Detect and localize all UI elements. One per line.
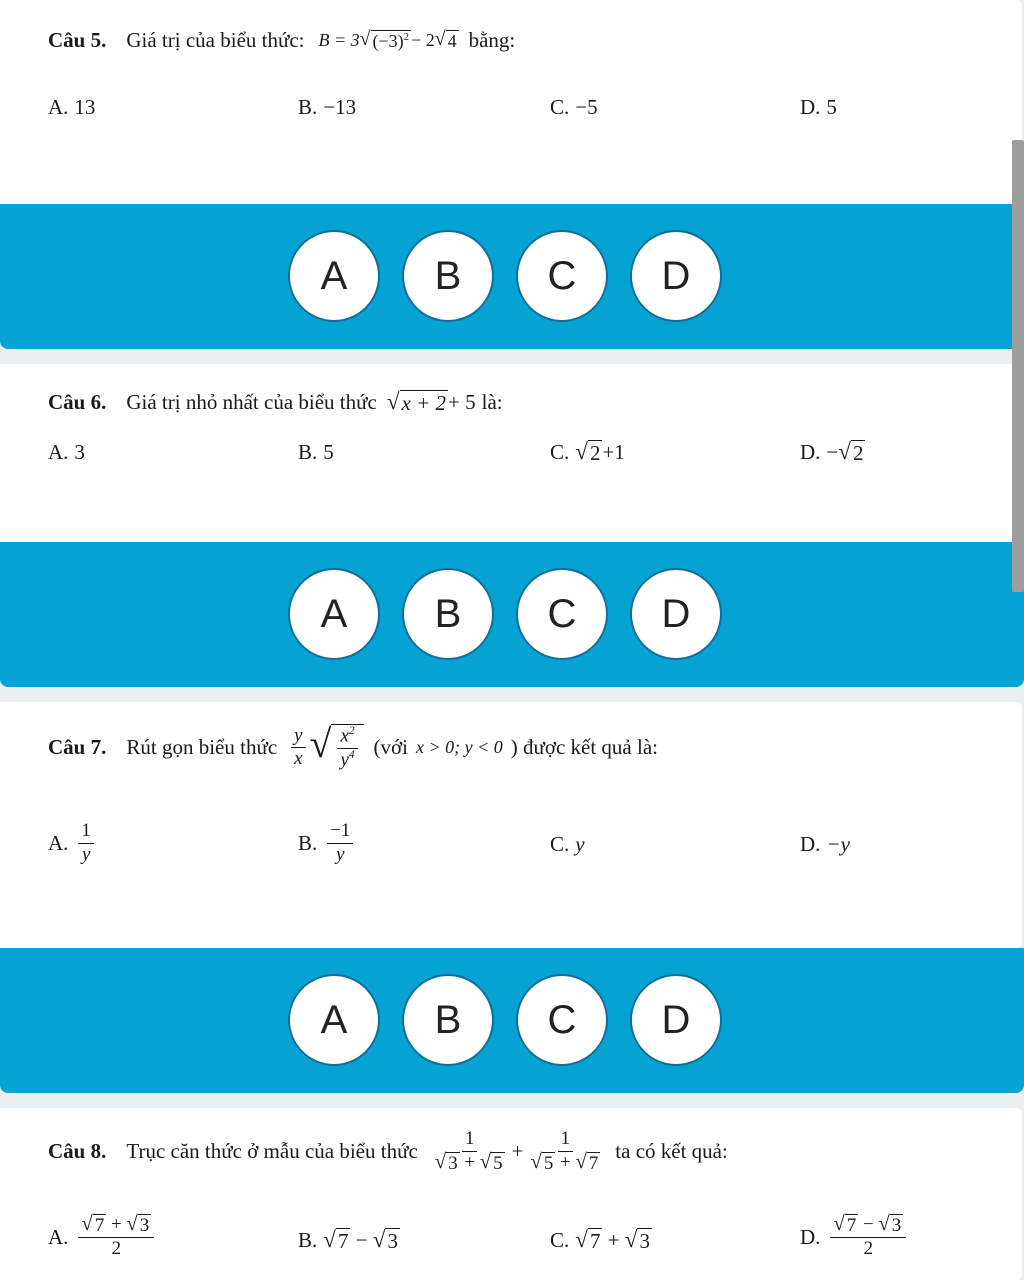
option-rad: 7 [337,1229,349,1253]
option-den: y [336,843,345,865]
option-a [48,440,85,465]
sqrt: √ 4 [434,27,457,51]
question-8-text [48,1128,728,1174]
expr-inner: (−3) [372,30,404,51]
option-den: y [81,843,91,865]
answer-button-c[interactable]: C [516,974,608,1066]
option-letter: B. [298,830,318,855]
option-rad: 2 [852,441,864,465]
option-den: 2 [863,1237,874,1259]
answer-button-c[interactable]: C [516,230,608,322]
option-value: −y [826,832,850,856]
option-a [48,820,98,866]
option-letter: D. [800,832,821,856]
question-prompt: Rút gọn biểu thức [126,735,278,760]
option-value: y [575,832,585,856]
fraction: √ 7 − √ 3 2 [830,1214,906,1260]
question-5-text [48,28,515,53]
scrollbar-thumb[interactable] [1012,140,1024,592]
sqrt: √ 2 [575,438,601,465]
fraction: √ 7 + √ 3 2 [78,1214,154,1260]
option-num: 1 [78,820,93,844]
option-letter: D. [800,95,821,119]
option-rad: 3 [639,1229,650,1253]
option-c: C. √ 7 + √ 3 [550,1226,650,1253]
question-label: Câu 6. [48,390,107,415]
option-rad: 3 [891,1215,902,1236]
option-letter: D. [800,440,821,465]
condition: x > 0; y < 0 [415,737,503,758]
frac-rad: 3 [448,1152,458,1174]
expr-mid: − 2 [411,30,435,50]
inner-den: y [340,749,349,771]
option-d [800,95,837,120]
frac-rad: 5 [493,1152,503,1174]
question-card-8 [0,1108,1022,1280]
question-prompt: Giá trị nhỏ nhất của biểu thức [126,390,377,415]
option-letter: A. [48,440,69,464]
fraction [78,820,93,866]
option-letter: C. [550,440,570,465]
option-c [550,832,585,857]
question-card-7 [0,702,1022,948]
option-letter: B. [298,1228,318,1253]
answer-bar-6 [0,542,1024,687]
question-label: Câu 7. [48,735,107,760]
fraction [291,725,305,771]
option-letter: C. [550,1228,570,1253]
sqrt: √ $\frac{x^2}{y^4}$ [310,724,364,772]
question-6-text [48,390,503,415]
expr-rad: 4 [447,30,457,51]
question-suffix: bằng: [468,28,516,52]
answer-button-a[interactable]: A [288,230,380,322]
question-suffix: là: [481,390,503,415]
option-letter: D. [800,1224,821,1249]
inner-num-exp: 2 [348,725,355,737]
frac-rad: 7 [588,1152,599,1174]
inner-num: x [340,725,349,747]
condition-open: (với [373,735,408,760]
frac-num: 1 [558,1128,573,1152]
question-card-5 [0,0,1022,204]
option-op: + [602,1228,625,1253]
answer-bar-7 [0,948,1024,1093]
question-suffix: ) được kết quả là: [510,735,658,760]
option-b [298,440,334,465]
answer-button-b[interactable]: B [402,974,494,1066]
answer-button-a[interactable]: A [288,974,380,1066]
option-a [48,1214,158,1260]
expr-lhs: B = 3 [318,30,360,50]
answer-bar-5 [0,204,1024,349]
option-pre: − [826,440,839,465]
option-rad: 7 [94,1215,105,1236]
fraction [327,820,353,866]
answer-button-b[interactable]: B [402,230,494,322]
option-letter: A. [48,95,69,119]
option-op: − [858,1214,879,1235]
question-prompt: Giá trị của biểu thức: [126,28,305,52]
option-value: −5 [575,95,598,119]
frac-rad: 5 [543,1152,554,1174]
option-letter: A. [48,830,69,855]
option-value: 5 [323,440,334,464]
inner-den-exp: 4 [348,748,355,761]
expr-exp: 2 [403,30,410,43]
option-rad: 7 [589,1229,601,1253]
sqrt: √ 2 [838,438,864,465]
option-letter: C. [550,832,570,856]
option-letter: A. [48,1224,69,1249]
option-d [800,1214,910,1260]
expression [318,27,459,52]
question-label: Câu 5. [48,28,107,52]
option-den: 2 [111,1237,122,1259]
option-value: 13 [74,95,96,119]
option-value: 3 [74,440,85,464]
option-value: 5 [826,95,837,119]
option-rad: 3 [387,1229,398,1253]
option-b [298,820,357,866]
option-value: −13 [323,95,357,119]
sqrt: √ x + 2 [386,388,447,415]
option-b: B. √ 7 − √ 3 [298,1226,398,1253]
answer-button-d[interactable]: D [630,568,722,660]
fraction: 1 √ 5 + √ 7 [530,1128,599,1174]
answer-button-b[interactable]: B [402,568,494,660]
option-d [800,440,865,465]
expression [287,721,363,772]
option-c [550,95,598,120]
frac-num: 1 [462,1128,477,1152]
option-op: − [350,1228,373,1253]
answer-button-d[interactable]: D [630,974,722,1066]
option-rad: 7 [846,1215,857,1236]
answer-button-d[interactable]: D [630,230,722,322]
option-rad: 3 [139,1215,150,1236]
fraction: 1 √ 3 + √ 5 [434,1128,503,1174]
answer-button-c[interactable]: C [516,568,608,660]
question-card-6 [0,364,1022,542]
plus-sign: + [511,1138,524,1163]
expression [387,390,476,415]
option-letter: B. [298,440,318,464]
question-prompt: Trục căn thức ở mẫu của biểu thức [126,1138,418,1163]
option-b [298,95,356,120]
option-op: + [106,1214,127,1235]
option-rad: 2 [589,441,601,465]
question-7-text [48,721,658,772]
option-a [48,95,95,120]
expression [428,1128,608,1174]
question-label: Câu 8. [48,1138,107,1163]
question-suffix: ta có kết quả: [615,1138,728,1163]
option-d [800,832,850,857]
option-tail: +1 [602,440,625,465]
option-letter: B. [298,95,318,119]
expr-rad: x + 2 [401,391,447,415]
fraction [337,725,357,772]
answer-button-a[interactable]: A [288,568,380,660]
frac-num: y [291,725,305,749]
expr-tail: + 5 [448,390,476,415]
frac-den: x [294,748,303,770]
option-num: −1 [327,820,353,844]
option-c [550,440,625,465]
option-letter: C. [550,95,570,119]
sqrt: √ $(-3)^2$ [359,27,410,51]
